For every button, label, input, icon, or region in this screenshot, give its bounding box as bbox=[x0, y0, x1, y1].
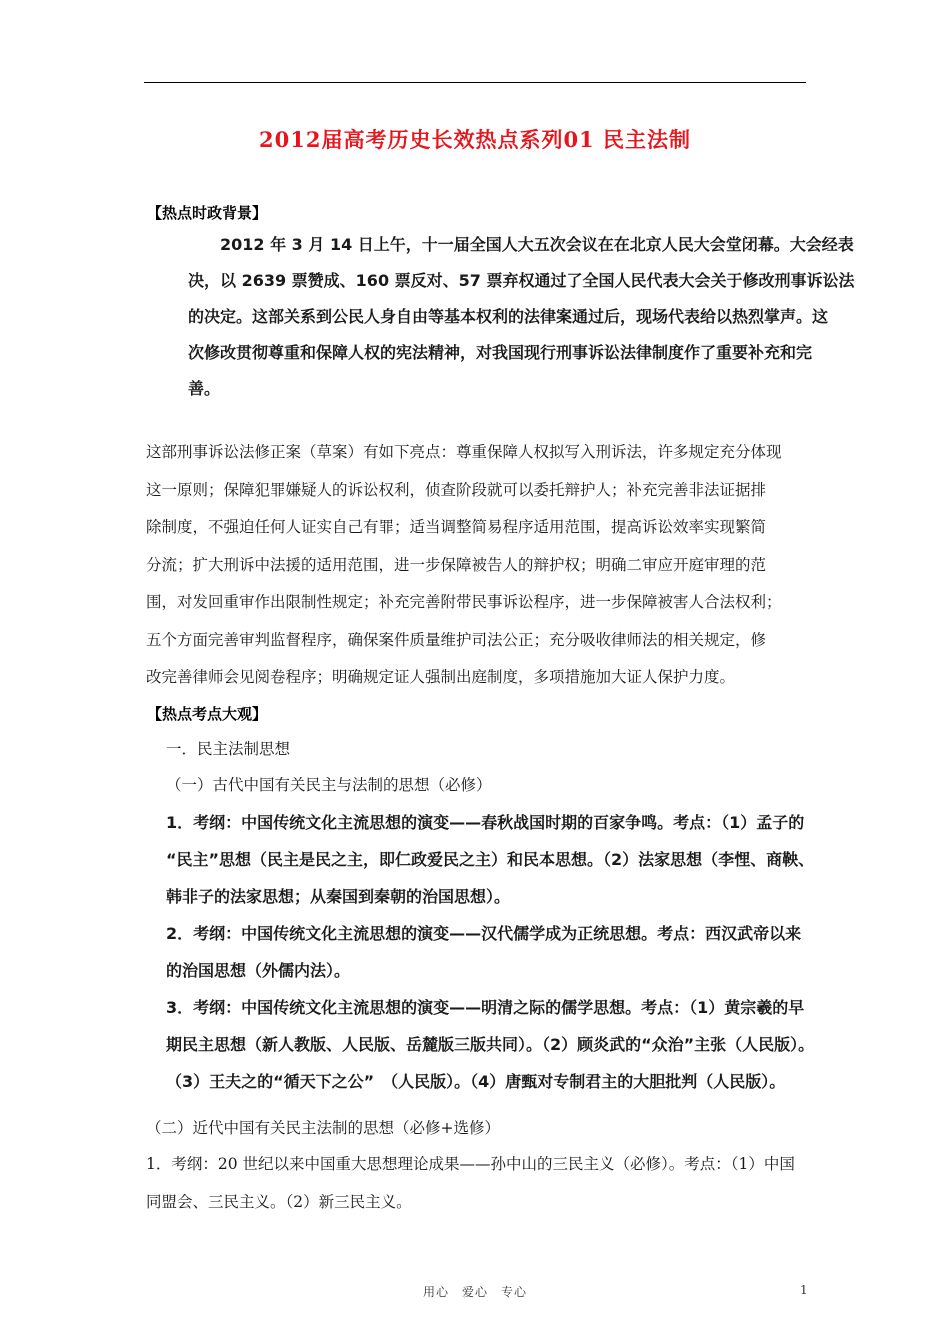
section-one-heading: 一．民主法制思想 bbox=[166, 740, 291, 758]
list-item: 1．考纲：20 世纪以来中国重大思想理论成果——孙中山的三民主义（必修）。考点：（1）中国 bbox=[146, 1155, 795, 1173]
paragraph-line: 的决定。这部关系到公民人身自由等基本权利的法律案通过后，现场代表给以热烈掌声。这 bbox=[188, 307, 829, 326]
list-item: 期民主思想（新人教版、人民版、岳麓版三版共同）。（2）顾炎武的“众治”主张（人民版）。 bbox=[166, 1035, 815, 1054]
subsection-two-heading: （二）近代中国有关民主法制的思想（必修+选修） bbox=[146, 1119, 500, 1137]
list-item: （3）王夫之的“循天下之公” （人民版）。（4）唐甄对专制君主的大胆批判（人民版）。 bbox=[166, 1072, 786, 1091]
paragraph-line: 除制度，不强迫任何人证实自己有罪；适当调整简易程序适用范围，提高诉讼效率实现繁简 bbox=[146, 518, 767, 536]
overview-heading: 【热点考点大观】 bbox=[147, 705, 268, 723]
list-item: 2．考纲：中国传统文化主流思想的演变——汉代儒学成为正统思想。考点：西汉武帝以来 bbox=[166, 924, 802, 943]
highlights-paragraph bbox=[146, 434, 782, 697]
list-item: 1．考纲：中国传统文化主流思想的演变——春秋战国时期的百家争鸣。考点：（1）孟子的 bbox=[166, 813, 805, 832]
document-title: 2012届高考历史长效热点系列01 民主法制 bbox=[259, 127, 691, 152]
paragraph-line: 这一原则；保障犯罪嫌疑人的诉讼权利，侦查阶段就可以委托辩护人；补充完善非法证据排 bbox=[146, 480, 767, 499]
paragraph-line: 决，以 2639 票赞成、160 票反对、57 票弃权通过了全国人民代表大会关于修改刑事诉讼法 bbox=[188, 271, 855, 290]
paragraph-line: 这部刑事诉讼法修正案（草案）有如下亮点：尊重保障人权拟写入刑诉法，许多规定充分体现 bbox=[146, 443, 782, 461]
list-item: 的治国思想（外儒内法）。 bbox=[166, 961, 351, 980]
paragraph-line: 分流；扩大刑诉中法援的适用范围，进一步保障被告人的辩护权；明确二审应开庭审理的范 bbox=[146, 555, 767, 574]
paragraph-line: 次修改贯彻尊重和保障人权的宪法精神，对我国现行刑事诉讼法律制度作了重要补充和完 bbox=[188, 343, 813, 362]
paragraph-line: 改完善律师会见阅卷程序；明确规定证人强制出庭制度，多项措施加大证人保护力度。 bbox=[146, 668, 736, 686]
page-number: 1 bbox=[800, 1283, 808, 1297]
subsection-one-heading: （一）古代中国有关民主与法制的思想（必修） bbox=[166, 776, 492, 794]
modern-items bbox=[146, 1146, 795, 1221]
paragraph-line: 2012 年 3 月 14 日上午，十一届全国人大五次会议在在北京人民大会堂闭幕。大会经表 bbox=[220, 235, 854, 254]
paragraph-line: 围，对发回重审作出限制性规定；补充完善附带民事诉讼程序，进一步保障被害人合法权利； bbox=[146, 593, 782, 611]
paragraph-line: 善。 bbox=[188, 379, 221, 398]
list-item: 3．考纲：中国传统文化主流思想的演变——明清之际的儒学思想。考点：（1）黄宗羲的早 bbox=[166, 998, 805, 1017]
page-footer: 用心 爱心 专心 bbox=[422, 1285, 527, 1299]
background-heading: 【热点时政背景】 bbox=[147, 204, 268, 222]
ancient-items bbox=[166, 804, 814, 1100]
list-item: “民主”思想（民主是民之主，即仁政爱民之主）和民本思想。（2）法家思想（李悝、商鞅、 bbox=[166, 850, 815, 869]
list-item: 同盟会、三民主义。（2）新三民主义。 bbox=[146, 1192, 412, 1211]
list-item: 韩非子的法家思想；从秦国到秦朝的治国思想）。 bbox=[166, 887, 511, 906]
header-rule bbox=[144, 82, 806, 83]
background-paragraph bbox=[188, 227, 854, 407]
paragraph-line: 五个方面完善审判监督程序，确保案件质量维护司法公正；充分吸收律师法的相关规定，修 bbox=[146, 630, 767, 649]
